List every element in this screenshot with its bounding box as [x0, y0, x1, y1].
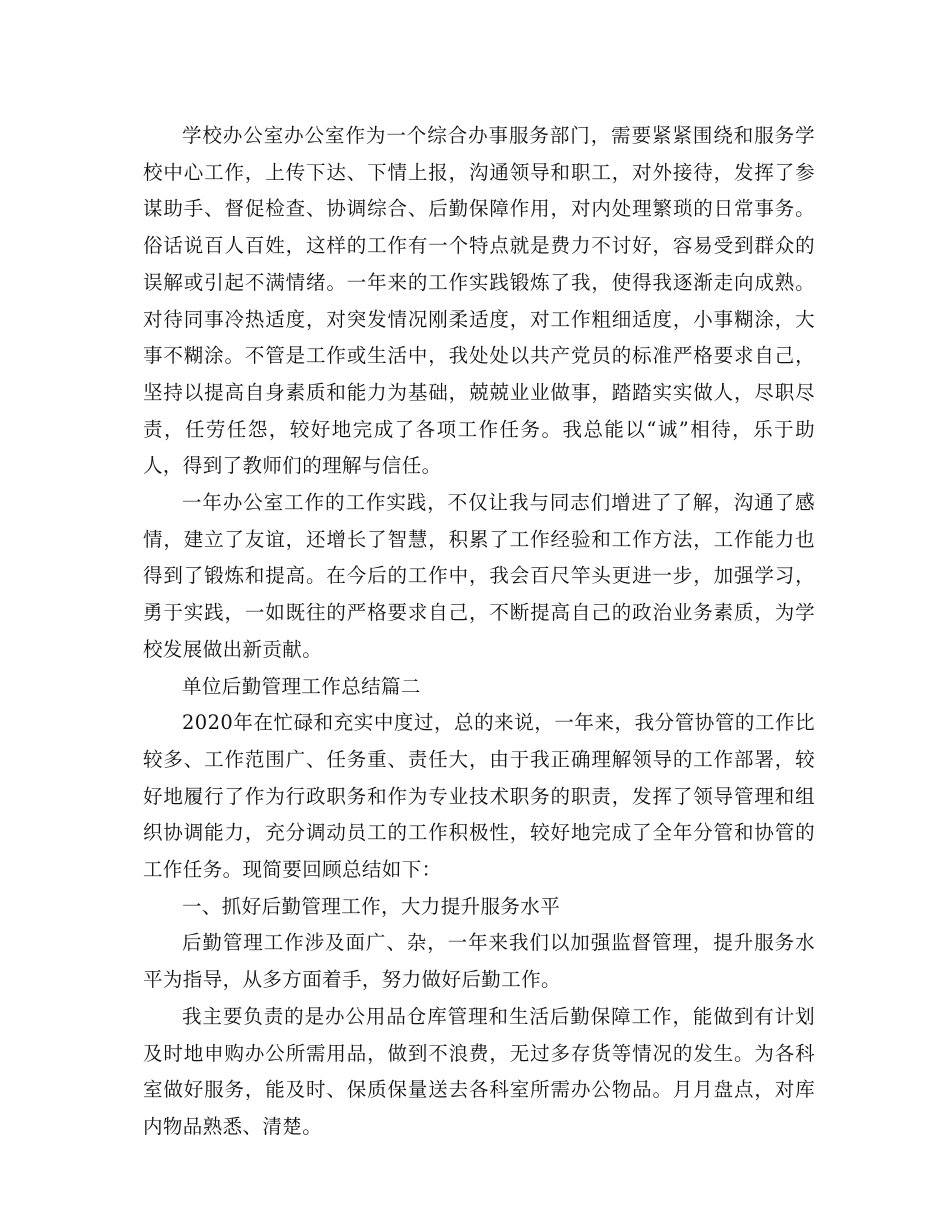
paragraph-year-summary: 2020年在忙碌和充实中度过，总的来说，一年来，我分管协管的工作比较多、工作范围广、任务重、责任大，由于我正确理解领导的工作部署，较好地履行了作为行政职务和作为专业技术职务的职责，发挥了领导管理和组织协调能力，充分调动员工的工作积极性，较好地完成了全年分管和协管的工作任务。现简要回顾总结如下：: [143, 711, 815, 882]
document-body: [143, 118, 815, 1146]
subheading-logistics: 一、抓好后勤管理工作，大力提升服务水平: [182, 894, 561, 918]
paragraph-logistics-management: 后勤管理工作涉及面广、杂，一年来我们以加强监督管理，提升服务水平为指导，从多方面着手，努力做好后勤工作。: [143, 931, 815, 992]
section-heading-part-two: 单位后勤管理工作总结篇二: [182, 674, 421, 698]
paragraph-office-role: 学校办公室办公室作为一个综合办事服务部门，需要紧紧围绕和服务学校中心工作，上传下达、下情上报，沟通领导和职工，对外接待，发挥了参谋助手、督促检查、协调综合、后勤保障作用，对内处理繁琐的日常事务。俗话说百人百姓，这样的工作有一个特点就是费力不讨好，容易受到群众的误解或引起不满情绪。一年来的工作实践锻炼了我，使得我逐渐走向成熟。对待同事冷热适度，对突发情况刚柔适度，对工作粗细适度，小事糊涂，大事不糊涂。不管是工作或生活中，我处处以共产党员的标准严格要求自己，坚持以提高自身素质和能力为基础，兢兢业业做事，踏踏实实做人，尽职尽责，任劳任怨，较好地完成了各项工作任务。我总能以“诚”相待，乐于助人，得到了教师们的理解与信任。: [143, 124, 815, 478]
paragraph-office-practice: 一年办公室工作的工作实践，不仅让我与同志们增进了了解，沟通了感情，建立了友谊，还增长了智慧，积累了工作经验和工作方法，工作能力也得到了锻炼和提高。在今后的工作中，我会百尺竿头更进一步，加强学习，勇于实践，一如既往的严格要求自己，不断提高自己的政治业务素质，为学校发展做出新贡献。: [143, 491, 815, 661]
paragraph-warehouse-duties: 我主要负责的是办公用品仓库管理和生活后勤保障工作，能做到有计划及时地申购办公所需用品，做到不浪费，无过多存货等情况的发生。为各科室做好服务，能及时、保质保量送去各科室所需办公物品。月月盘点，对库内物品熟悉、清楚。: [143, 1004, 815, 1138]
